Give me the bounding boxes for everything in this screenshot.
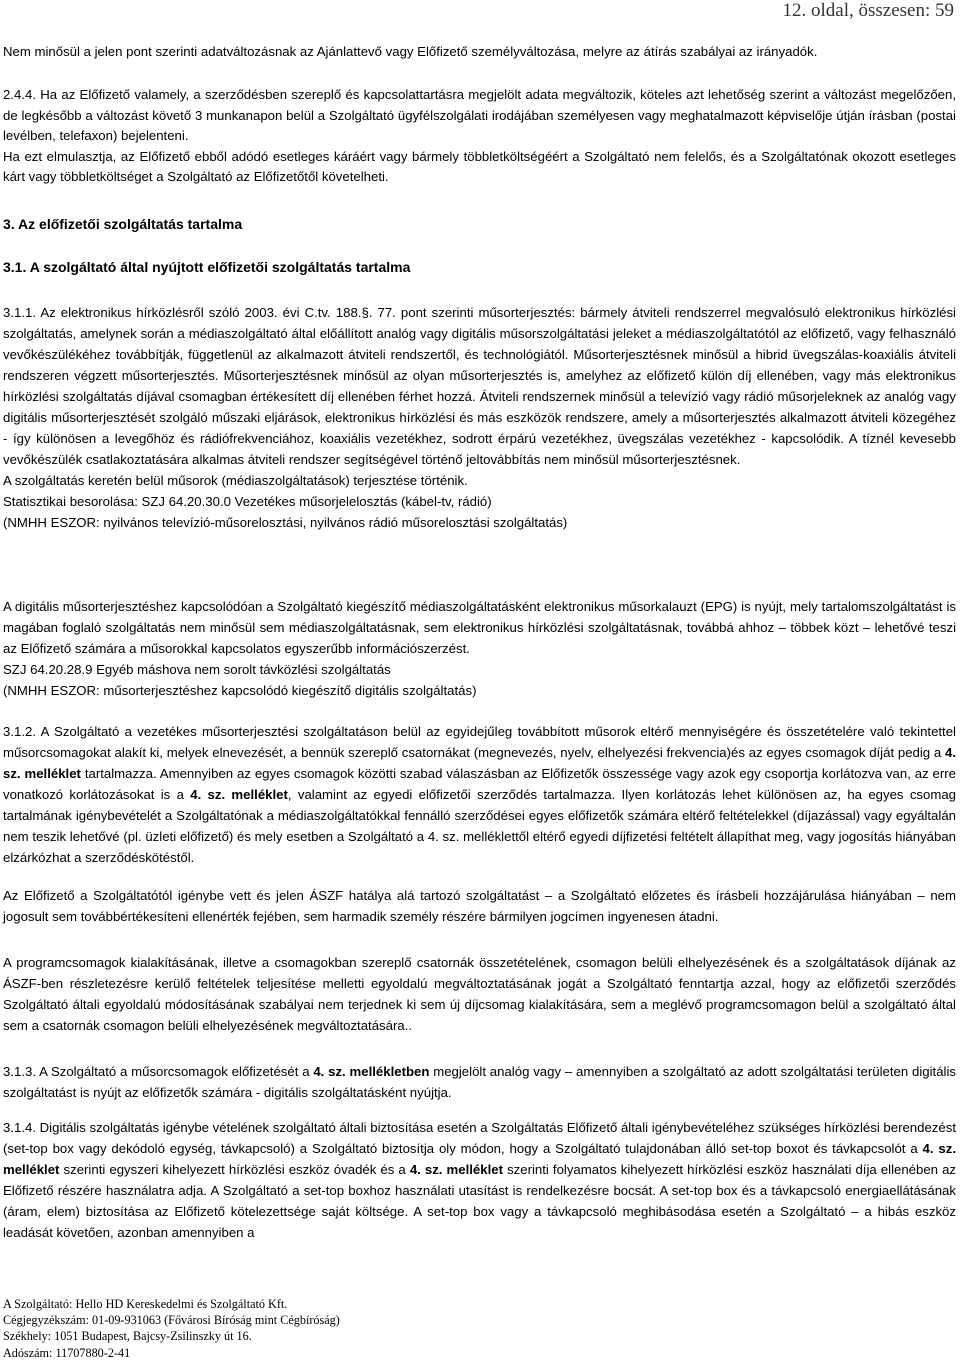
section-3-1-4	[3, 1117, 956, 1243]
heading-3	[3, 215, 956, 233]
intro-paragraph	[3, 43, 956, 61]
section-3-1-1-line-2: Statisztikai besorolása: SZJ 64.20.30.0 Vezetékes műsorjelelosztás (kábel-tv, rádió)	[3, 494, 492, 509]
section-3-1-2-paragraph-3: A programcsomagok kialakításának, illetve a csomagokban szereplő csatornák összetételének, csomagon belüli elhelyezésének és a szolgáltatások díjának az ÁSZF-ben részletezésre kerülő feltételek teljesítése melletti egyoldalú megváltoztatásának jogát a Szolgáltató fenntartja azzal, hogy az előfizetői szerződés Szolgáltató általi egyoldalú módosításának szabályai nem terjednek ki sem új díjcsomag kialakítására, sem a meglévő programcsomagon belül a szolgáltató által sem a csatornák csomagon belüli elhelyezésének megváltoztatására..	[3, 955, 956, 1033]
s314-text-c: szerinti egyszeri kihelyezett hírközlési eszköz óvadék és a	[59, 1162, 410, 1177]
section-3-1-3	[3, 1061, 956, 1103]
section-2-4-4-paragraph-1: 2.4.4. Ha az Előfizető valamely, a szerződésben szereplő és kapcsolattartásra megjelölt adata megváltozik, köteles azt lehetőség szerint a változást megelőzően, de legkésőbb a változást követő 3 munkanapon belül a Szolgáltató ügyfélszolgálati irodájában személyesen vagy meghatalmazott képviselője útján írásban (postai levélben, telefaxon) bejelenteni.	[3, 87, 956, 143]
s312-annex-ref-1: 4. sz. melléklet	[3, 745, 956, 781]
section-3-1-1-line-5: (NMHH ESZOR: műsorterjesztéshez kapcsolódó kiegészítő digitális szolgáltatás)	[3, 683, 477, 698]
footer-tax-number: Adószám: 11707880-2-41	[3, 1345, 131, 1360]
s314-text-d: szerinti folyamatos kihelyezett hírközlési eszköz használati díja ellenében az Előfizető részére használatra adja. A Szolgáltató a set-top boxhoz használati utasítást is rendelkezésre bocsát. A set-top box és a távkapcsoló energiaellátásának (áram, elem) biztosítása az Előfizető kötelezettsége saját költsége. A set-top box vagy a távkapcsoló meghibásodása esetén a Szolgáltató – a hibás eszköz leadását követően, azonban amennyiben a	[3, 1162, 956, 1240]
heading-3-text: 3. Az előfizetői szolgáltatás tartalma	[3, 216, 243, 232]
s314-text-a: 3.1.4. Digitális szolgáltatás igénybe vételének szolgáltató általi biztosítása esetén a Szolgáltatás Előfizető általi igénybevételéhez szükséges hírközlési berendezést (set-top box vagy dekódoló egység, távkapcsoló) a Szolgáltató biztosítja oly módon, hogy a Szolgáltató tulajdonában álló set-top boxot és távkapcsolót a	[3, 1120, 956, 1156]
section-3-1-1-epg	[3, 596, 956, 701]
s312-annex-ref-2: 4. sz. melléklet	[190, 787, 288, 802]
s312-text-c: tartalmazza. Amennyiben az egyes csomagok közötti szabad válaszásban az Előfizetők összessége vagy azok egy csoportja korlátozva van, az erre vonatkozó korlátozásokat is a	[3, 766, 957, 802]
section-3-1-1-line-3: (NMHH ESZOR: nyilvános televízió-műsorelosztási, nyilvános rádió műsorelosztási szolgáltatás)	[3, 515, 568, 530]
section-3-1-2	[3, 721, 956, 868]
section-3-1-1-paragraph-1: 3.1.1. Az elektronikus hírközlésről szóló 2003. évi C.tv. 188.§. 77. pont szerinti műsorterjesztés: bármely átviteli rendszerrel megvalósuló elektronikus hírközlési szolgáltatás, amelynek során a médiaszolgáltató által előállított analóg vagy digitális műsorszolgáltatási jeleket a médiaszolgáltatótól az előfizető, vagy felhasználó vevőkészülékéhez továbbítják, függetlenül az alkalmazott átviteli rendszertől, és technológiától. Műsorterjesztésnek minősül a hibrid üvegszálas-koaxiális átviteli rendszeren végzett műsorterjesztés. Műsorterjesztésnek minősül az olyan műsorterjesztés is, amelyhez az előfizető külön díj ellenében, vagy más elektronikus hírközlési szolgáltatás díjával csomagban értékesített díj ellenében férhet hozzá. Átviteli rendszernek minősül a televízió vagy rádió műsorjeleknek az analóg vagy digitális műsorterjesztését szolgáló műszaki eljárások, elektronikus hírközlési és más eszközök rendszere, amely a műsorterjesztés alkalmazott átviteli közegéhez - így különösen a levegőhöz és rádiófrekvenciához, koaxiális vezetékhez, sodrott érpárú vezetékhez, üvegszálas vezetékhez - kapcsolódik. A tíznél kevesebb vevőkészülék csatlakoztatására alkalmas átviteli rendszer segítségével történő jeltovábbítás nem minősül műsorterjesztésnek.	[3, 305, 956, 467]
heading-3-1-text: 3.1. A szolgáltató által nyújtott előfizetői szolgáltatás tartalma	[3, 259, 411, 275]
section-2-4-4	[3, 85, 956, 188]
s314-annex-ref-2: 4. sz. melléklet	[409, 1162, 503, 1177]
s313-annex-ref: 4. sz. mellékletben	[313, 1064, 430, 1079]
section-3-1-4-paragraph	[3, 1117, 956, 1243]
s312-text-a: 3.1.2. A Szolgáltató a vezetékes műsorterjesztési szolgáltatáson belül az egyidejűleg továbbított műsorok eltérő mennyiségére és összetételére való tekintettel műsorcsomagokat alakít ki, melyek elnevezését, a bennük szereplő csatornákat (megnevezés, nyelv, elhelyezési frekvencia)és az egyes csomagok díját pedig a	[3, 724, 956, 760]
s312-text-d: , valamint az egyedi előfizetői szerződés tartalmazza. Ilyen korlátozás lehet különösen az, ha egyes csomag tartalmának igénybevételét a Szolgáltatónak a médiaszolgáltatókkal fennálló szerződései egyes előfizetők számára eltérő feltételekkel (díjazással) vagy egyáltalán nem teszik lehetővé (pl. üzleti előfizető) és mely esetben a Szolgáltató a 4. sz. melléklettől eltérő egyedi díjfizetési feltételt állapíthat meg, vagy jogosítás hiányában elzárkózhat a szerződéskötéstől.	[3, 787, 956, 865]
section-3-1-2-resale	[3, 885, 956, 927]
footer-headquarters: Székhely: 1051 Budapest, Bajcsy-Zsilinszky út 16.	[3, 1329, 252, 1344]
section-2-4-4-paragraph-2: Ha ezt elmulasztja, az Előfizető ebből adódó esetleges káráért vagy bármely többletköltségéért a Szolgáltató nem felelős, és a Szolgáltatónak okozott esetleges kárt vagy többletköltséget a Szolgáltató az Előfizetőtől követelheti.	[3, 148, 956, 184]
section-3-1-1-line-1: A szolgáltatás keretén belül műsorok (médiaszolgáltatások) terjesztése történik.	[3, 473, 468, 488]
section-3-1-3-paragraph	[3, 1061, 956, 1103]
heading-3-1	[3, 258, 956, 276]
s313-text-c: megjelölt analóg vagy – amennyiben a szolgáltató az adott szolgáltatási területen digitális szolgáltatást is nyújt az előfizetők számára - digitális szolgáltatásként nyújtja.	[3, 1064, 956, 1100]
section-3-1-1	[3, 302, 956, 533]
s314-annex-ref-1: 4. sz. melléklet	[3, 1141, 956, 1177]
section-3-1-1-paragraph-2: A digitális műsorterjesztéshez kapcsolódóan a Szolgáltató kiegészítő médiaszolgáltatásként elektronikus műsorkalauzt (EPG) is nyújt, mely tartalomszolgáltatást is magában foglaló szolgáltatás nem minősül sem médiaszolgáltatásnak, sem elektronikus hírközlési szolgáltatásnak, továbbá ahhoz – többek közt – lehetővé teszi az Előfizető számára a műsorokkal kapcsolatos egyszerűbb információszerzést.	[3, 599, 956, 656]
footer-registration-number: Cégjegyzékszám: 01-09-931063 (Fővárosi Bíróság mint Cégbíróság)	[3, 1313, 340, 1328]
intro-text: Nem minősül a jelen pont szerinti adatváltozásnak az Ajánlattevő vagy Előfizető személyváltozása, melyre az átírás szabályai az irányadók.	[3, 44, 818, 59]
section-3-1-1-line-4: SZJ 64.20.28.9 Egyéb máshova nem sorolt távközlési szolgáltatás	[3, 662, 391, 677]
page-footer	[3, 1296, 340, 1361]
s313-text-a: 3.1.3. A Szolgáltató a műsorcsomagok előfizetését a	[3, 1064, 314, 1079]
section-3-1-2-paragraph-2: Az Előfizető a Szolgáltatótól igénybe vett és jelen ÁSZF hatálya alá tartozó szolgáltatást – a Szolgáltató előzetes és írásbeli hozzájárulása hiányában – nem jogosult sem továbbértékesíteni ellenérték fejében, sem harmadik személy részére bármilyen jogcímen ingyenesen átadni.	[3, 888, 956, 924]
footer-company-name: A Szolgáltató: Hello HD Kereskedelmi és Szolgáltató Kft.	[3, 1297, 288, 1311]
page-number-header: 12. oldal, összesen: 59	[782, 0, 954, 21]
section-3-1-2-packages	[3, 952, 956, 1036]
section-3-1-2-paragraph-1	[3, 721, 956, 868]
